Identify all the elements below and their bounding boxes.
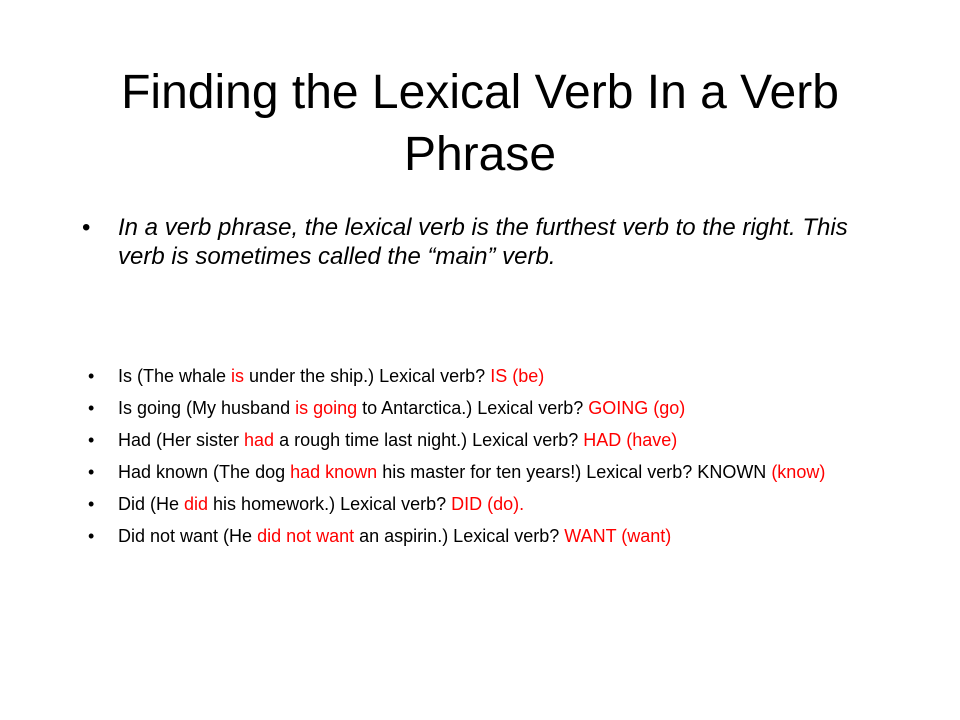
example-item [88,366,888,387]
example-item [88,526,888,547]
lexical-verb-answer: GOING (go) [588,398,686,418]
intro-text: In a verb phrase, the lexical verb is the furthest verb to the right. This verb is sometimes called the “main” verb. [118,214,848,270]
verb-phrase-highlight: is going [295,398,358,418]
example-text: an aspirin.) Lexical verb? [354,526,565,546]
example-item [88,430,888,451]
lexical-verb-answer: IS (be) [490,366,545,386]
bullet-icon: • [82,214,91,241]
example-item [88,494,888,515]
lexical-verb-answer: HAD (have) [583,430,678,450]
verb-phrase-highlight: had [244,430,275,450]
bullet-icon: • [88,494,95,514]
example-item [88,462,888,483]
lexical-verb-answer: (know) [771,462,826,482]
example-text: Did (He [118,494,185,514]
lexical-verb-answer: WANT (want) [564,526,672,546]
verb-phrase-highlight: had known [290,462,378,482]
example-text: under the ship.) Lexical verb? [244,366,491,386]
example-text: Had known (The dog [118,462,291,482]
example-list [88,366,888,558]
bullet-icon: • [88,430,95,450]
verb-phrase-highlight: did not want [257,526,355,546]
example-text: Had (Her sister [118,430,245,450]
example-text: Is going (My husband [118,398,296,418]
example-item [88,398,888,419]
bullet-icon: • [88,366,95,386]
example-text: Did not want (He [118,526,258,546]
intro-list [82,213,882,271]
example-text: to Antarctica.) Lexical verb? [357,398,589,418]
bullet-icon: • [88,398,95,418]
lexical-verb-answer: DID (do). [451,494,525,514]
example-text: Is (The whale [118,366,232,386]
example-text: his master for ten years!) Lexical verb? KNOWN [377,462,772,482]
slide-title: Finding the Lexical Verb In a Verb Phrase [121,66,839,181]
intro-bullet-item [82,213,882,271]
bullet-icon: • [88,526,95,546]
bullet-icon: • [88,462,95,482]
example-text: his homework.) Lexical verb? [208,494,452,514]
verb-phrase-highlight: did [184,494,209,514]
verb-phrase-highlight: is [231,366,245,386]
example-text: a rough time last night.) Lexical verb? [274,430,584,450]
